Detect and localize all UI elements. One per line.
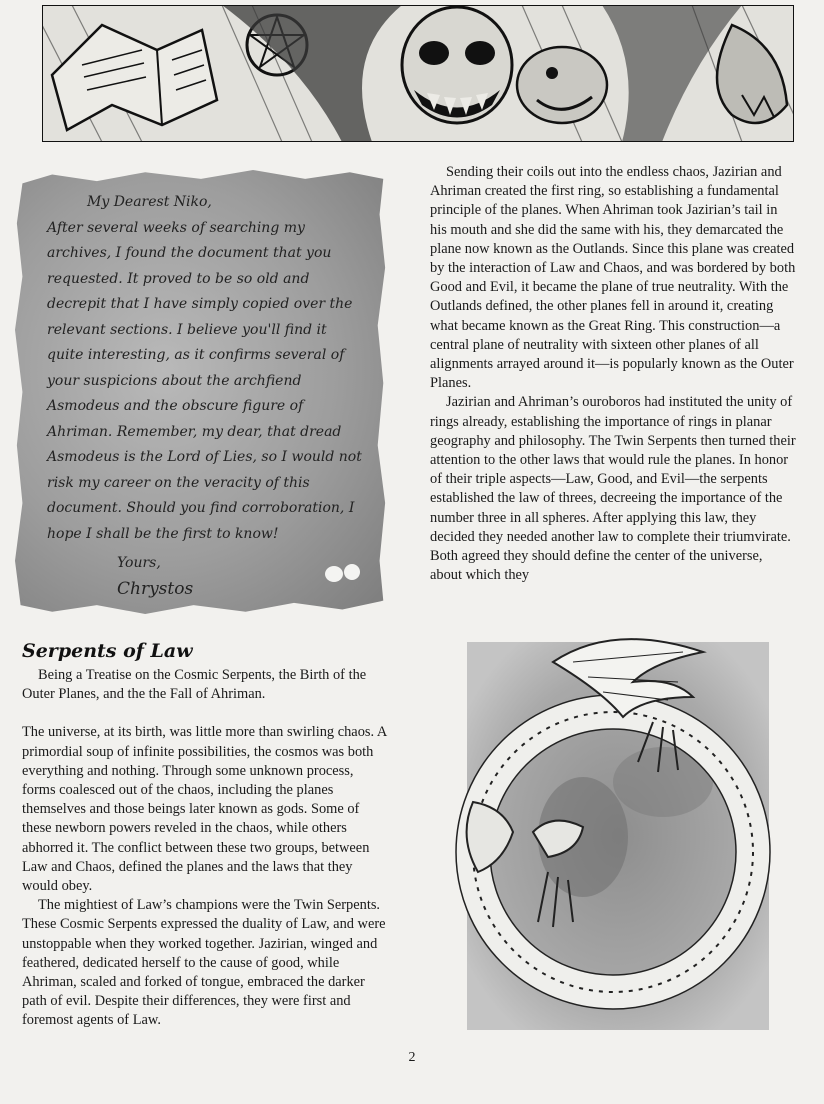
letter-greeting: My Dearest Niko, (87, 194, 212, 210)
ink-blot-icon (323, 562, 363, 584)
letter-closing: Yours, (117, 555, 161, 571)
left-column (22, 666, 388, 1031)
paragraph: The mightiest of Law’s champions were the Twin Serpents. These Cosmic Serpents expressed the duality of Law, and were unstoppable when they worked together. Jazirian, winged and feathered, dedicated herself to the cause of good, while Ahriman, scaled and forked of tongue, embraced the darker path of evil. Despite their differences, they were first and foremost agents of Law. (22, 897, 386, 1029)
paragraph: Jazirian and Ahriman’s ouroboros had instituted the unity of rings already, establishing the importance of rings in planar geography and philosophy. The Twin Serpents then turned their attention to the other laws that would rule the planes. In honor of their triple aspects—Law, Good, and Evil—the serpents established the law of threes, decreeing the importance of the number three in all spheres. After applying this law, they decided they needed another law to complete their triumvirate. Both agreed they should define the center of the universe, about which they (430, 394, 796, 584)
ouroboros-serpents-icon (453, 622, 771, 1032)
section-subtitle: Being a Treatise on the Cosmic Serpents, the Birth of the Outer Planes, and the the Fall of Ahriman. (22, 667, 367, 703)
paragraph: The universe, at its birth, was little more than swirling chaos. A primordial soup of infinite possibilities, the cosmos was both everything and nothing. Through some unknown process, forms coalesced out of the chaos, including the planes themselves and those beings later known as gods. Some of these newborn powers reveled in the chaos, while others abhorred it. The conflict between these two groups, between Law and Chaos, defined the planes and the laws that they would obey. (22, 724, 387, 895)
serpent-illustration (453, 622, 771, 1032)
letter-body: After several weeks of searching my archives, I found the document that you requested. It proved to be so old and decrepit that I have simply copied over the relevant sections. I believe you'll find it quite interesting, as it confirms several of your suspicions about the archfiend Asmodeus and the obscure figure of Ahriman. Remember, my dear, that dread Asmodeus is the Lord of Lies, so I would not risk my career on the veracity of this document. Should you find corroboration, I hope I shall be the first to know! (47, 219, 362, 542)
fiend-and-tome-banner-icon (42, 5, 794, 142)
right-column (430, 163, 796, 585)
section-heading: Serpents of Law (22, 640, 193, 662)
header-banner-illustration (42, 5, 794, 142)
page-number: 2 (408, 1050, 416, 1065)
parchment-letter (15, 170, 387, 614)
letter-text (47, 190, 367, 602)
paragraph: Sending their coils out into the endless chaos, Jazirian and Ahriman created the first ring, so establishing a fundamental principle of the planes. When Ahriman took Jazirian’s tail in his mouth and she did the same with his, they demarcated the plane now known as the Outlands. Since this plane was created by the interaction of Law and Chaos, and was bordered by both Good and Evil, it became the plane of true neutrality. With the Outlands defined, the other planes fell in around it, creating what became known as the Great Ring. This construction—a central plane of neutrality with sixteen other planes of all alignments arrayed around it—is popularly known as the Outer Planes. (430, 164, 796, 392)
letter-signature: Chrystos (117, 578, 194, 599)
